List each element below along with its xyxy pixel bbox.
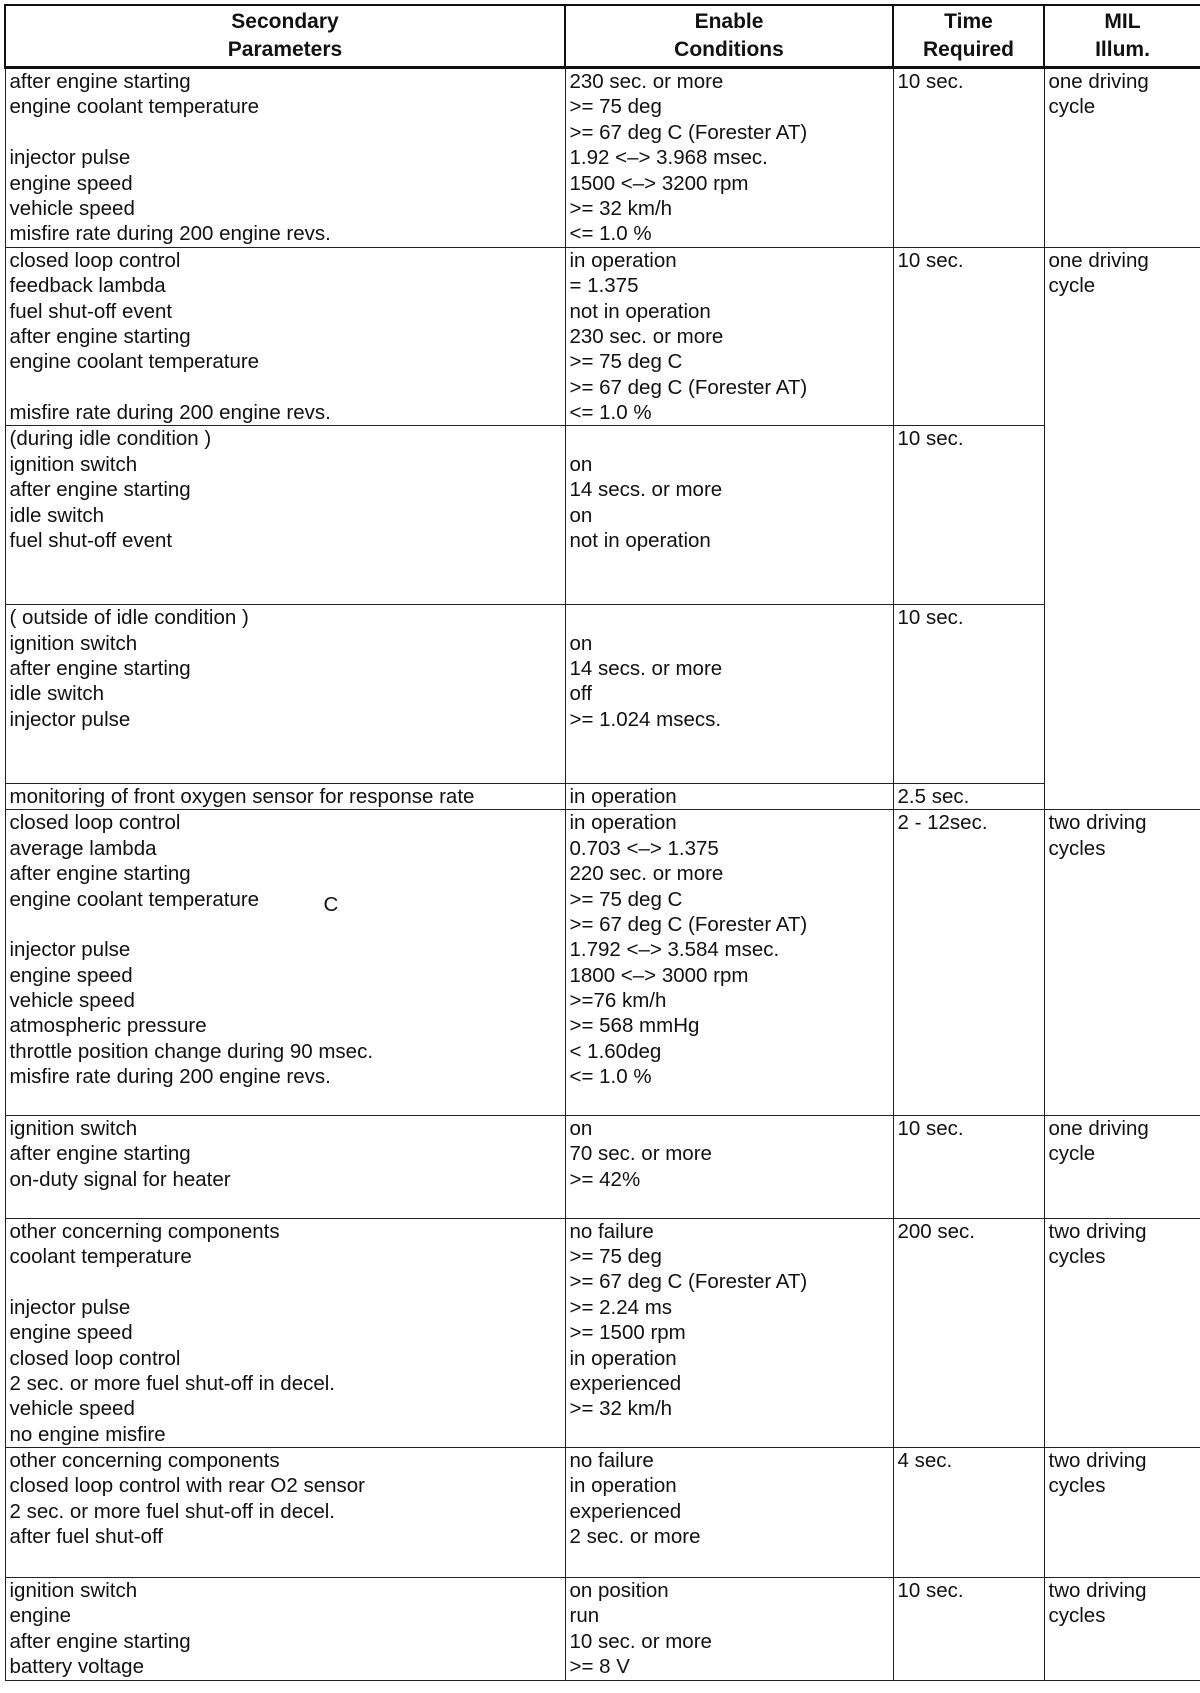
parameter-cell — [5, 1578, 565, 1681]
condition-cell-line: no failure — [569, 1219, 654, 1243]
time-required-value: 10 sec. — [897, 248, 964, 272]
parameter-cell-line: feedback lambda — [9, 274, 166, 298]
condition-cell-line: in operation — [569, 248, 677, 272]
condition-cell — [565, 426, 893, 605]
condition-cell-line: 14 secs. or more — [569, 478, 723, 502]
table-row — [5, 247, 1200, 426]
condition-cell-line — [570, 579, 889, 604]
condition-cell-line: >= 67 deg C (Forester AT) — [569, 912, 808, 936]
time-required-cell — [893, 68, 1044, 248]
condition-cell-line — [570, 758, 889, 783]
time-required-value: 10 sec. — [897, 606, 964, 630]
condition-cell-line — [570, 1090, 889, 1115]
time-required-value: 10 sec. — [897, 427, 964, 451]
mil-illumination-line: cycle — [1048, 274, 1096, 298]
parameter-cell-line: other concerning components — [9, 1219, 280, 1243]
mil-illumination-line: two driving — [1048, 1219, 1147, 1243]
parameter-cell-line — [10, 553, 561, 578]
parameter-cell — [5, 1116, 565, 1219]
parameter-cell-line: ( outside of idle condition ) — [9, 606, 249, 630]
parameter-cell-line: ignition switch — [9, 452, 138, 476]
condition-cell-line — [570, 1422, 889, 1447]
mil-illumination-line: cycle — [1048, 1142, 1096, 1166]
parameter-cell-line: injector pulse — [9, 146, 131, 170]
parameter-cell-line: engine — [9, 1604, 72, 1628]
header-secondary-parameters: Secondary Parameters — [5, 5, 565, 68]
mil-illumination-cell — [1044, 247, 1200, 810]
time-required-value: 4 sec. — [897, 1449, 953, 1473]
parameter-cell — [5, 426, 565, 605]
condition-cell-line: 14 secs. or more — [569, 656, 723, 680]
condition-cell-line: 230 sec. or more — [569, 324, 724, 348]
parameter-cell-line: battery voltage — [9, 1655, 144, 1679]
condition-cell-line: >= 67 deg C (Forester AT) — [569, 120, 808, 144]
parameter-cell-line — [10, 120, 561, 145]
condition-cell-line: >= 32 km/h — [569, 196, 673, 220]
condition-cell-line: <= 1.0 % — [569, 1065, 652, 1089]
mil-illumination-cell — [1044, 1116, 1200, 1219]
parameter-cell-line: on-duty signal for heater — [9, 1167, 231, 1191]
parameter-cell-line: after engine starting — [9, 70, 191, 93]
condition-cell-line: 230 sec. or more — [569, 70, 724, 93]
parameter-cell-line: injector pulse — [9, 707, 131, 731]
condition-cell-line: on position — [569, 1579, 669, 1603]
parameter-cell-line: vehicle speed — [9, 196, 135, 220]
condition-cell-line: >= 67 deg C (Forester AT) — [569, 375, 808, 399]
time-required-cell — [893, 1448, 1044, 1578]
condition-cell — [565, 1578, 893, 1681]
parameter-cell-line: closed loop control — [9, 811, 181, 835]
parameter-cell-line — [10, 1550, 561, 1575]
condition-cell-line: >= 8 V — [569, 1655, 630, 1679]
table-body — [5, 68, 1200, 1681]
time-required-cell — [893, 1578, 1044, 1681]
condition-cell-line: on — [569, 452, 593, 476]
time-required-cell — [893, 605, 1044, 784]
mil-illumination-cell — [1044, 1448, 1200, 1578]
parameter-cell-line: injector pulse — [9, 1295, 131, 1319]
parameter-cell-line — [10, 1192, 561, 1217]
parameter-cell-line — [10, 1090, 561, 1115]
time-required-cell — [893, 426, 1044, 605]
parameter-cell-line: engine speed — [9, 1321, 133, 1345]
condition-cell-line: >= 75 deg — [569, 95, 662, 119]
parameter-cell-line: closed loop control — [9, 1346, 181, 1370]
parameter-cell-line: engine speed — [9, 171, 133, 195]
condition-cell-line — [570, 732, 889, 757]
parameter-cell-line: ignition switch — [9, 1117, 138, 1141]
stray-note-text: C — [323, 893, 339, 917]
time-required-value: 10 sec. — [897, 1579, 964, 1603]
condition-cell-line: >= 67 deg C (Forester AT) — [569, 1270, 808, 1294]
parameter-cell-line: throttle position change during 90 msec. — [9, 1039, 374, 1063]
table-row — [5, 810, 1200, 1116]
condition-cell-line: < 1.60deg — [569, 1039, 662, 1063]
condition-cell — [565, 1448, 893, 1578]
condition-cell-line — [570, 1192, 889, 1217]
condition-cell-line: in operation — [569, 784, 677, 808]
time-required-value: 10 sec. — [897, 70, 964, 93]
parameter-cell-line — [10, 1269, 561, 1294]
parameter-cell-line: engine coolant temperature — [9, 350, 260, 374]
parameter-cell — [5, 1218, 565, 1448]
condition-cell-line: off — [569, 682, 592, 706]
mil-illumination-line: cycles — [1048, 1244, 1106, 1268]
condition-cell-line: <= 1.0 % — [569, 222, 652, 246]
parameter-cell-line: coolant temperature — [9, 1244, 192, 1268]
condition-cell — [565, 810, 893, 1116]
condition-cell-line: <= 1.0 % — [569, 401, 652, 425]
parameter-cell-line — [10, 732, 561, 757]
parameter-cell-line: ignition switch — [9, 1579, 138, 1603]
condition-cell-line — [570, 426, 889, 451]
condition-cell-line: on — [569, 631, 593, 655]
condition-cell-line: 0.703 <–> 1.375 — [569, 836, 719, 860]
condition-cell-line: >= 75 deg — [569, 1244, 662, 1268]
condition-cell-line: 1.92 <–> 3.968 msec. — [569, 146, 768, 170]
parameter-cell-line: misfire rate during 200 engine revs. — [9, 1065, 331, 1089]
condition-cell-line: >= 32 km/h — [569, 1397, 673, 1421]
parameter-cell-line: no engine misfire — [9, 1422, 166, 1446]
time-required-cell — [893, 783, 1044, 809]
parameter-cell-line: 2 sec. or more fuel shut-off in decel. — [9, 1499, 336, 1523]
condition-cell-line: not in operation — [569, 529, 711, 553]
mil-illumination-line: one driving — [1048, 1117, 1149, 1141]
mil-illumination-cell — [1044, 1218, 1200, 1448]
table-row — [5, 68, 1200, 248]
condition-cell-line: >= 42% — [569, 1167, 641, 1191]
parameter-cell-line: monitoring of front oxygen sensor for response rate — [9, 784, 475, 808]
table-row — [5, 1116, 1200, 1219]
parameter-cell-line: vehicle speed — [9, 989, 135, 1013]
condition-cell-line: run — [569, 1604, 600, 1628]
condition-cell-line: >= 75 deg C — [569, 887, 683, 911]
condition-cell-line: 1800 <–> 3000 rpm — [569, 963, 749, 987]
parameter-cell-line: engine coolant temperature — [9, 887, 260, 911]
parameter-cell-line: fuel shut-off event — [9, 299, 173, 323]
condition-cell — [565, 1116, 893, 1219]
condition-cell-line: in operation — [569, 1346, 677, 1370]
parameter-cell-line: after engine starting — [9, 1629, 191, 1653]
mil-illumination-line: cycles — [1048, 836, 1106, 860]
mil-illumination-line: two driving — [1048, 1579, 1147, 1603]
parameter-cell — [5, 783, 565, 809]
mil-illumination-line: two driving — [1048, 1449, 1147, 1473]
condition-cell-line: 220 sec. or more — [569, 862, 724, 886]
parameter-cell-line: misfire rate during 200 engine revs. — [9, 401, 331, 425]
condition-cell-line: in operation — [569, 1474, 677, 1498]
parameter-cell-line — [10, 375, 561, 400]
parameter-cell-line: fuel shut-off event — [9, 529, 173, 553]
header-enable-conditions: Enable Conditions — [565, 5, 893, 68]
parameter-cell — [5, 1448, 565, 1578]
parameter-cell-line: after fuel shut-off — [9, 1525, 163, 1549]
parameter-cell-line: (during idle condition ) — [9, 427, 212, 451]
table-row — [5, 1578, 1200, 1681]
header-mil-illum: MIL Illum. — [1044, 5, 1200, 68]
table-row — [5, 605, 1200, 784]
condition-cell-line: 2 sec. or more — [569, 1525, 701, 1549]
time-required-cell — [893, 810, 1044, 1116]
parameter-cell-line: atmospheric pressure — [9, 1014, 207, 1038]
time-required-value: 2 - 12sec. — [897, 811, 988, 835]
time-required-cell — [893, 1218, 1044, 1448]
condition-cell-line: experienced — [569, 1371, 682, 1395]
mil-illumination-line: cycle — [1048, 95, 1096, 119]
condition-cell — [565, 605, 893, 784]
condition-cell-line: experienced — [569, 1499, 682, 1523]
condition-cell — [565, 783, 893, 809]
parameter-cell-line: after engine starting — [9, 862, 191, 886]
parameter-cell-line: after engine starting — [9, 324, 191, 348]
condition-cell — [565, 68, 893, 248]
time-required-value: 200 sec. — [897, 1219, 975, 1243]
condition-cell-line: on — [569, 503, 593, 527]
time-required-cell — [893, 247, 1044, 426]
parameter-cell-line: 2 sec. or more fuel shut-off in decel. — [9, 1371, 336, 1395]
parameter-cell-line: engine coolant temperature — [9, 95, 260, 119]
diagnostic-parameters-table — [4, 4, 1200, 1681]
header-time-required: Time Required — [893, 5, 1044, 68]
time-required-cell — [893, 1116, 1044, 1219]
condition-cell-line: no failure — [569, 1449, 654, 1473]
condition-cell-line: >= 1500 rpm — [569, 1321, 686, 1345]
table-row — [5, 1218, 1200, 1448]
mil-illumination-cell — [1044, 68, 1200, 248]
parameter-cell-line: after engine starting — [9, 656, 191, 680]
condition-cell-line: 1.792 <–> 3.584 msec. — [569, 938, 780, 962]
mil-illumination-line: cycles — [1048, 1474, 1106, 1498]
mil-illumination-line: two driving — [1048, 811, 1147, 835]
condition-cell-line — [570, 1550, 889, 1575]
parameter-cell — [5, 68, 565, 248]
condition-cell-line: >= 75 deg C — [569, 350, 683, 374]
condition-cell-line: 70 sec. or more — [569, 1142, 712, 1166]
parameter-cell-line: idle switch — [9, 503, 105, 527]
condition-cell-line: >=76 km/h — [569, 989, 667, 1013]
parameter-cell-line: engine speed — [9, 963, 133, 987]
condition-cell-line: >= 2.24 ms — [569, 1295, 673, 1319]
parameter-cell-line — [10, 579, 561, 604]
condition-cell-line: on — [569, 1117, 593, 1141]
mil-illumination-cell — [1044, 810, 1200, 1116]
condition-cell — [565, 1218, 893, 1448]
condition-cell-line — [570, 553, 889, 578]
parameter-cell — [5, 605, 565, 784]
parameter-cell-line: after engine starting — [9, 478, 191, 502]
condition-cell — [565, 247, 893, 426]
mil-illumination-cell — [1044, 1578, 1200, 1681]
parameter-cell-line: misfire rate during 200 engine revs. — [9, 222, 331, 246]
condition-cell-line: >= 568 mmHg — [569, 1014, 700, 1038]
parameter-cell-line: vehicle speed — [9, 1397, 135, 1421]
parameter-cell — [5, 810, 565, 1116]
condition-cell-line: >= 1.024 msecs. — [569, 707, 722, 731]
parameter-cell-line: closed loop control with rear O2 sensor — [9, 1474, 366, 1498]
parameter-cell-line: other concerning components — [9, 1449, 280, 1473]
time-required-value: 2.5 sec. — [897, 784, 970, 808]
parameter-cell-line: idle switch — [9, 682, 105, 706]
condition-cell-line — [570, 605, 889, 630]
table-header-row — [5, 5, 1200, 68]
condition-cell-line: 10 sec. or more — [569, 1629, 712, 1653]
parameter-cell-line: closed loop control — [9, 248, 181, 272]
parameter-cell-line — [10, 758, 561, 783]
parameter-cell-line: average lambda — [9, 836, 157, 860]
condition-cell-line: in operation — [569, 811, 677, 835]
mil-illumination-line: one driving — [1048, 70, 1149, 93]
parameter-cell-line: ignition switch — [9, 631, 138, 655]
condition-cell-line: = 1.375 — [569, 274, 639, 298]
condition-cell-line: 1500 <–> 3200 rpm — [569, 171, 749, 195]
mil-illumination-line: one driving — [1048, 248, 1149, 272]
time-required-value: 10 sec. — [897, 1117, 964, 1141]
parameter-cell-line: after engine starting — [9, 1142, 191, 1166]
parameter-cell-line: injector pulse — [9, 938, 131, 962]
mil-illumination-line: cycles — [1048, 1604, 1106, 1628]
parameter-cell-line — [10, 912, 561, 937]
condition-cell-line: not in operation — [569, 299, 711, 323]
table-row — [5, 783, 1200, 809]
table-row — [5, 1448, 1200, 1578]
table-row — [5, 426, 1200, 605]
parameter-cell — [5, 247, 565, 426]
